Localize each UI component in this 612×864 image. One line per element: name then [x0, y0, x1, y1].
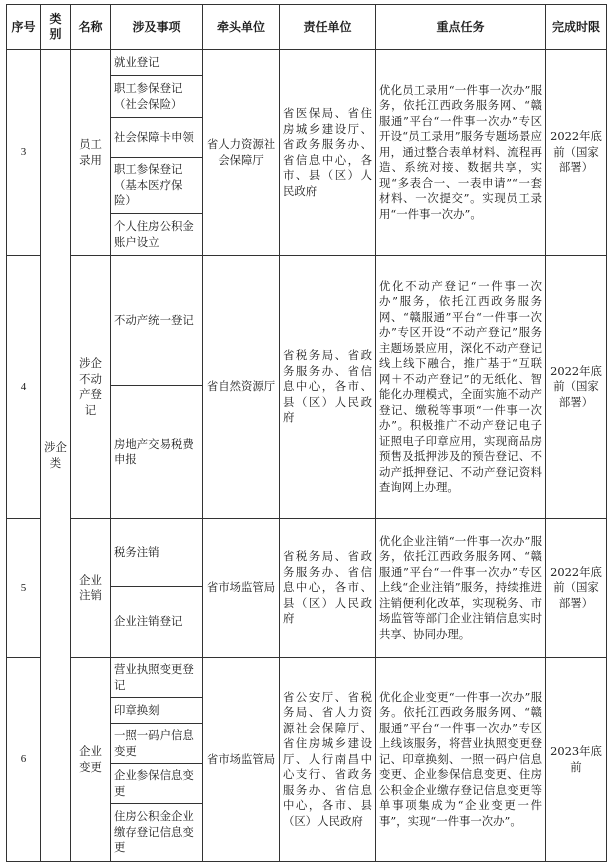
- row-name: 企业注销: [71, 519, 111, 658]
- header-deadline: 完成时限: [546, 5, 607, 50]
- row-tasks: 优化企业注销“一件事一次办”服务，依托江西政务服务网、“赣服通”平台“一件事一次办”专区上线“企业注销”服务，持续推进注销便利化改革，实现税务、市场监管等部门企业注销信息实时共享、协同办理。: [376, 519, 546, 658]
- row-no: 5: [7, 519, 41, 658]
- category-cell: [41, 50, 71, 862]
- matter-item: 住房公积金企业缴存登记信息变更: [111, 804, 203, 862]
- matter-item: 就业登记: [111, 50, 203, 76]
- matter-item: 印章换刻: [111, 698, 203, 724]
- row-lead: 省自然资源厅: [203, 256, 280, 519]
- matter-item: 社会保障卡申领: [111, 118, 203, 158]
- header-row: [7, 5, 607, 50]
- matter-item: 一照一码户信息变更: [111, 724, 203, 764]
- row-name: 企业变更: [71, 658, 111, 862]
- header-category: 类别: [41, 5, 71, 50]
- row-no: 6: [7, 658, 41, 862]
- matter-item: 企业注销登记: [111, 587, 203, 658]
- row-responsible: 省公安厅、省税务局、省人力资源社会保障厅、省住房城乡建设厅、人行南昌中心支行、省政务服务办、省信息中心，各市、县（区）人民政府: [280, 658, 376, 862]
- row-no: 3: [7, 50, 41, 256]
- row-tasks: 优化不动产登记“一件事一次办”服务，依托江西政务服务网、“赣服通”平台“一件事一次办”专区开设“不动产登记”服务主题场景应用，深化不动产登记线上线下融合，推广基于“互联网＋不动产登记”的无纸化、智能化办理模式，全面实施不动产登记、缴税等事项“一件事一次办”。积极推广不动产登记电子证照电子印章应用，实现商品房预售及抵押涉及的预告登记、不动产抵押登记、不动产登记资料查询网上办理。: [376, 256, 546, 519]
- table-row: [7, 256, 607, 386]
- row-responsible: 省税务局、省政务服务办、省信息中心，各市、县（区）人民政府: [280, 256, 376, 519]
- matter-item: 职工参保登记（基本医疗保险）: [111, 158, 203, 214]
- row-deadline: 2022年底前（国家部署）: [546, 256, 607, 519]
- row-lead: 省市场监管局: [203, 658, 280, 862]
- header-name: 名称: [71, 5, 111, 50]
- row-deadline: 2022年底前（国家部署）: [546, 50, 607, 256]
- matter-item: 企业参保信息变更: [111, 764, 203, 804]
- row-lead: 省人力资源社会保障厅: [203, 50, 280, 256]
- row-tasks: 优化企业变更“一件事一次办”服务。依托江西政务服务网、“赣服通”平台“一件事一次办”专区上线该服务，将营业执照变更登记、印章换刻、一照一码户信息变更、企业参保信息变更、住房公积金企业缴存登记信息变更等单事项集成为“企业变更一件事”，实现“一件事一次办”。: [376, 658, 546, 862]
- task-table: [6, 4, 607, 862]
- row-name: 涉企不动产登记: [71, 256, 111, 519]
- header-no: 序号: [7, 5, 41, 50]
- matter-item: 不动产统一登记: [111, 256, 203, 386]
- matter-item: 个人住房公积金账户设立: [111, 214, 203, 256]
- matter-item: 营业执照变更登记: [111, 658, 203, 698]
- category-label: 涉企类: [44, 440, 67, 470]
- table-row: [7, 519, 607, 587]
- row-deadline: 2023年底前: [546, 658, 607, 862]
- header-tasks: 重点任务: [376, 5, 546, 50]
- table-row: [7, 50, 607, 76]
- row-responsible: 省医保局、省住房城乡建设厅、省政务服务办、省信息中心，各市、县（区）人民政府: [280, 50, 376, 256]
- header-matters: 涉及事项: [111, 5, 203, 50]
- matter-item: 房地产交易税费申报: [111, 386, 203, 519]
- row-deadline: 2022年底前（国家部署）: [546, 519, 607, 658]
- table-row: [7, 658, 607, 698]
- matter-item: 职工参保登记（社会保险）: [111, 76, 203, 118]
- header-lead: 牵头单位: [203, 5, 280, 50]
- row-responsible: 省税务局、省政务服务办、省信息中心，各市、县（区）人民政府: [280, 519, 376, 658]
- header-responsible: 责任单位: [280, 5, 376, 50]
- row-no: 4: [7, 256, 41, 519]
- matter-item: 税务注销: [111, 519, 203, 587]
- row-tasks: 优化员工录用“一件事一次办”服务，依托江西政务服务网、“赣服通”平台“一件事一次办”专区开设“员工录用”服务专题场景应用，通过整合表单材料、流程再造、系统对接、数据共享，实现“多表合一、一表申请”“一套材料、一次提交”。实现员工录用“一件事一次办”。: [376, 50, 546, 256]
- row-lead: 省市场监管局: [203, 519, 280, 658]
- row-name: 员工录用: [71, 50, 111, 256]
